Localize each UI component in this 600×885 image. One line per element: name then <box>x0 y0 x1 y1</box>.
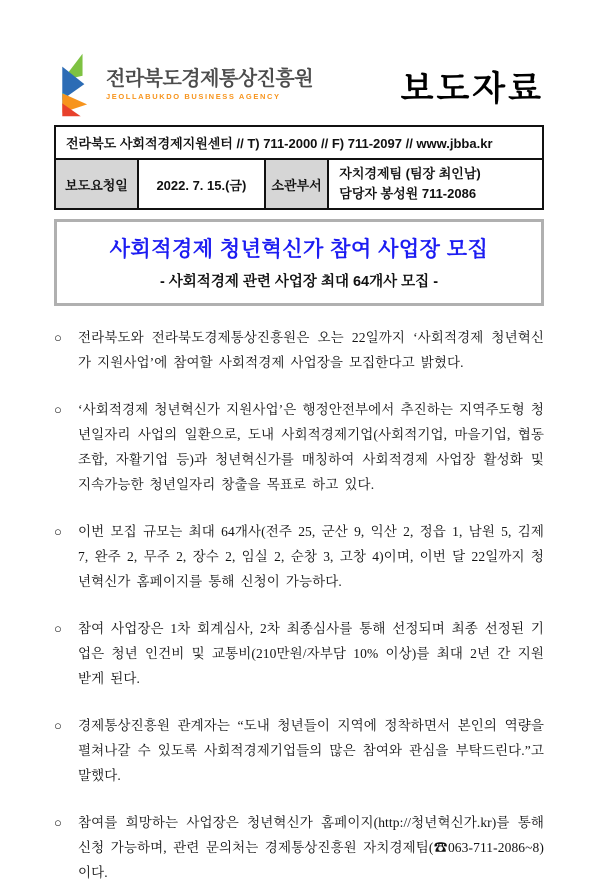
headline-box <box>54 219 544 306</box>
agency-logo <box>54 53 313 117</box>
department-contact-line: 담당자 봉성원 711-2086 <box>339 186 477 202</box>
headline-title: 사회적경제 청년혁신가 참여 사업장 모집 <box>109 238 489 262</box>
department-team-line: 자치경제팀 (팀장 최인남) <box>339 166 481 181</box>
press-paragraph-2 <box>54 397 544 497</box>
header <box>54 52 544 118</box>
department-label-cell: 소관부서 <box>265 159 328 209</box>
paragraph-text: 경제통상진흥원 관계자는 “도내 청년들이 지역에 정착하면서 본인의 역량을 펼쳐나갈 수 있도록 사회적경제기업들의 많은 참여와 관심을 부탁드린다.”고 말했다. <box>78 718 544 784</box>
bullet-circle-icon: ○ <box>54 815 62 831</box>
paragraph-text: ‘사회적경제 청년혁신가 지원사업’은 행정안전부에서 추진하는 지역주도형 청년일자리 사업의 일환으로, 도내 사회적경제기업(사회적기업, 마을기업, 협동조합, 자활기업 등)과 청년혁신가를 매칭하여 사회적경제 사업장 활성화 및 지속가능한 청년일자리 창출을 목표로 하고 있다. <box>78 402 544 493</box>
press-paragraph-6 <box>54 810 544 885</box>
paragraph-text: 전라북도와 전라북도경제통상진흥원은 오는 22일까지 ‘사회적경제 청년혁신가 지원사업’에 참여할 사회적경제 사업장을 모집한다고 밝혔다. <box>78 330 544 371</box>
contact-line-cell: 전라북도 사회적경제지원센터 // T) 711-2000 // F) 711-2097 // www.jbba.kr <box>55 126 543 159</box>
bullet-circle-icon: ○ <box>54 718 62 734</box>
press-body <box>54 325 544 885</box>
department-value-cell <box>328 159 543 209</box>
bullet-circle-icon: ○ <box>54 524 62 540</box>
document-type-title: 보도자료 <box>400 69 544 108</box>
headline-subtitle: - 사회적경제 관련 사업장 최대 64개사 모집 - <box>159 274 439 291</box>
press-info-table <box>54 125 544 210</box>
press-paragraph-4 <box>54 616 544 691</box>
press-paragraph-5 <box>54 713 544 788</box>
press-paragraph-3 <box>54 519 544 594</box>
agency-name-korean: 전라북도경제통상진흥원 <box>106 68 314 91</box>
table-row-details <box>55 159 543 209</box>
bullet-circle-icon: ○ <box>54 402 62 418</box>
agency-name-block <box>106 69 313 101</box>
table-row-contact <box>55 126 543 159</box>
paragraph-text: 이번 모집 규모는 최대 64개사(전주 25, 군산 9, 익산 2, 정읍 1, 남원 5, 김제 7, 완주 2, 무주 2, 장수 2, 임실 2, 순창 3, 고창 4)이며, 이번 달 22일까지 청년혁신가 홈페이지를 통해 신청이 가능하다. <box>78 524 544 590</box>
agency-logo-icon <box>54 53 100 117</box>
agency-name-english: JEOLLABUKDO BUSINESS AGENCY <box>106 92 281 102</box>
press-paragraph-1 <box>54 325 544 375</box>
bullet-circle-icon: ○ <box>54 330 62 346</box>
request-date-value-cell: 2022. 7. 15.(금) <box>138 159 265 209</box>
bullet-circle-icon: ○ <box>54 621 62 637</box>
paragraph-text: 참여 사업장은 1차 회계심사, 2차 최종심사를 통해 선정되며 최종 선정된 기업은 청년 인건비 및 교통비(210만원/자부담 10% 이상)를 최대 2년 간 지원받게 된다. <box>78 621 544 687</box>
request-date-label-cell: 보도요청일 <box>55 159 138 209</box>
paragraph-text: 참여를 희망하는 사업장은 청년혁신가 홈페이지(http://청년혁신가.kr)를 통해 신청 가능하며, 관련 문의처는 경제통상진흥원 자치경제팀(☎063-711-2086~8)이다. <box>78 815 544 881</box>
